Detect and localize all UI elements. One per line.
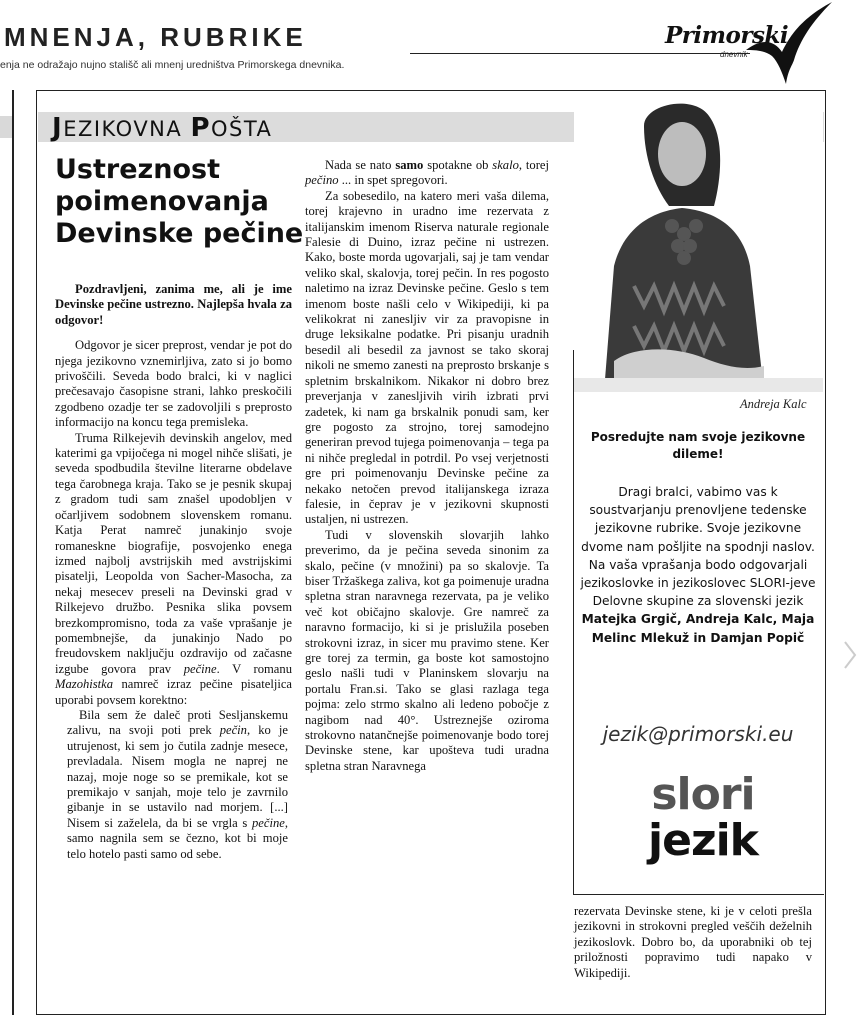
article-column-2 xyxy=(305,158,549,774)
portrait-image xyxy=(574,96,823,392)
section-title: MNENJA, RUBRIKE xyxy=(4,22,307,52)
contributors-names: Matejka Grgič, Andreja Kalc, Maja Melinc Mlekuž in Damjan Popič xyxy=(581,612,815,645)
header-rule xyxy=(410,53,750,54)
email-link[interactable]: jezik@primorski.eu xyxy=(602,722,794,746)
section-subtitle: enja ne odražajo nujno stališč ali mnenj uredništva Primorskega dnevnika. xyxy=(0,59,345,71)
article-paragraph: Tudi v slovenskih slovarjih lahko preverimo, da je pečina seveda sinonim za skalo, pečine (v množini) pa so skalovje. Ta biser Tržaškega zaliva, kot ga poimenuje uradna spletna stran naravnega rezervata, pa je veliko več kot običajno skalovje. Gre namreč za naravno formacijo, ki si je prislužila poseben strokovni izraz, in sicer mu pravimo stene. Ker gre torej za termin, ga boste kot samostojno geslo našli tudi v Planinskem slovarju na portalu Fran.si. Tako se glasi razlaga tega pojma: zelo strmo skalno ali ledeno pobočje z nagibom nad 40°. Ustreznejše oziroma strokovno natančnejše poimenovanje bodo torej Devinske stene, kar upošteva tudi uradna spletna stran Naravnega xyxy=(305,527,549,773)
article-paragraph: rezervata Devinske stene, ki je v celoti prešla jezikovni in strokovni pregled veščih deželnih jezikoslovk. Dobro bo, da uporabniki ob tej priložnosti popravimo tudi napako v Wikipediji. xyxy=(574,904,812,980)
article-paragraph: Truma Rilkejevih devinskih angelov, med katerimi ga vpijočega ni mogel nihče slišati, je seveda spodbudila številne literarne obdelave tega čarobnega kraja. Tako se je pesnik skupaj z gradom tudi sam znašel upodobljen v očarljivem sodobnem slovenskem romanu. Katja Perat namreč junakinjo svoje romaneskne biografije, posvojenko enega izmed najbolj avstrijskih med avstrijskimi pisatelji, Leopolda von Sacher-Masocha, za nekaj mesecev preseli na Devinski grad v Rilkejevo družbo. Pesnika slika povsem brezkompromisno, toda za vaše vprašanje je pomembnejše, da junakinjo Nado po freudovskem naključju ozdravijo od začasne izgube govora prav pečine. V romanu Mazohistka namreč izraz pečine pisateljica uporabi povsem korektno: xyxy=(55,430,292,707)
sidebar-body: Dragi bralci, vabimo vas k soustvarjanju prenovljene tedenske jezikovne rubrike. Svoje jezikovne dvome nam pošljite na spodnji naslov. Na vaša vprašanja bodo odgovarjali jezikoslovke in jezikoslovec SLORI-jeve Delovne skupine za slovenski jezik Matejka Grgič, Andreja Kalc, Maja Melinc Mlekuž in Damjan Popič xyxy=(578,483,818,647)
article-lead: Pozdravljeni, zanima me, ali je ime Devinske pečine ustrezno. Najlepša hvala za odgovor! xyxy=(55,282,292,327)
slori-jezik-logo: slori jezik xyxy=(648,769,758,866)
novel-quote: Bila sem že daleč proti Sesljanskemu zalivu, na svoji poti prek pečin, ko je utrujenost, ki sem jo čutila zadnje mesece, prevladala. Nisem mogla ne naprej ne nazaj, moje noge so se premikale, kot se premikajo v sanjah, moje telo je zavrnilo gibanje in se ustavilo nad morjem. [...] Nisem si zaželela, da bi se vrgla s pečine, samo nagnila sem se čezno, kot bi moje telo hotelo pasti samo od sebe. xyxy=(67,707,288,861)
newspaper-logo-sub: dnevnik xyxy=(720,50,748,59)
adjacent-column-edge xyxy=(0,90,14,1015)
adjacent-column-bar xyxy=(0,116,12,138)
newspaper-logo: Primorski xyxy=(665,22,789,49)
author-photo xyxy=(574,96,823,392)
sidebar-heading: Posredujte nam svoje jezikovne dileme! xyxy=(590,430,806,461)
chevron-right-icon[interactable] xyxy=(843,640,857,670)
article-column-1 xyxy=(55,282,292,862)
article-paragraph: Odgovor je sicer preprost, vendar je pot do njega jezikovno vznemirljiva, zato si jo bomo privoščili. Seveda bodo bralci, ki v naglici prečesavajo časopisne strani, lahko preskočili zgodbeno ozadje ter se zadovoljili s preprosto informacijo na koncu tega premisleka. xyxy=(55,338,292,430)
rubric-title: JEZIKOVNA POŠTA xyxy=(52,113,273,143)
article-column-3 xyxy=(574,904,812,981)
article-headline: Ustreznost poimenovanja Devinske pečine xyxy=(55,154,304,249)
seagull-icon xyxy=(742,0,838,86)
article-paragraph: Nada se nato samo spotakne ob skalo, torej pečino ... in spet spregovori. xyxy=(305,158,549,188)
photo-caption: Andreja Kalc xyxy=(740,397,807,411)
article-paragraph: Za sobesedilo, na katero meri vaša dilema, torej krajevno in uradno ime rezervata z italijanskim imenom Riserva naturale regionale Falesie di Duino, izraz pečine ni ustrezen. Kako, boste morda ugovarjali, saj je tam vendar veliko skal, skalovja, torej pečin. In res pogosto naletimo na izraz Devinske pečine. Geslo s tem imenom boste našli celo v Wikipediji, ki pa velikokrat ni zanesljiv vir za pravopisne in druge leksikalne podatke. Pri pisanju uradnih besedil ali besedil za javnost se tako skoraj nikoli ne smemo zanesti na preprosto brskanje s spletnim brskalnikom. Nikakor ni dobro brez preverjanja v zanesljivih virih izbrati prvi zadetek, ki nam ga brskalnik ponudi sam, ker gre pogosto za strojno, torej samodejno generiran prevod tujega poimenovanja – tega pa ni nihče pregledal in potrdil. Po vsej verjetnosti gre pri poimenovanju Devinske pečine za nekako netočen prevod italijanskega izraza falesie, in čeprav je v jezikovni skupnosti ustaljen, ni ustrezen. xyxy=(305,188,549,527)
